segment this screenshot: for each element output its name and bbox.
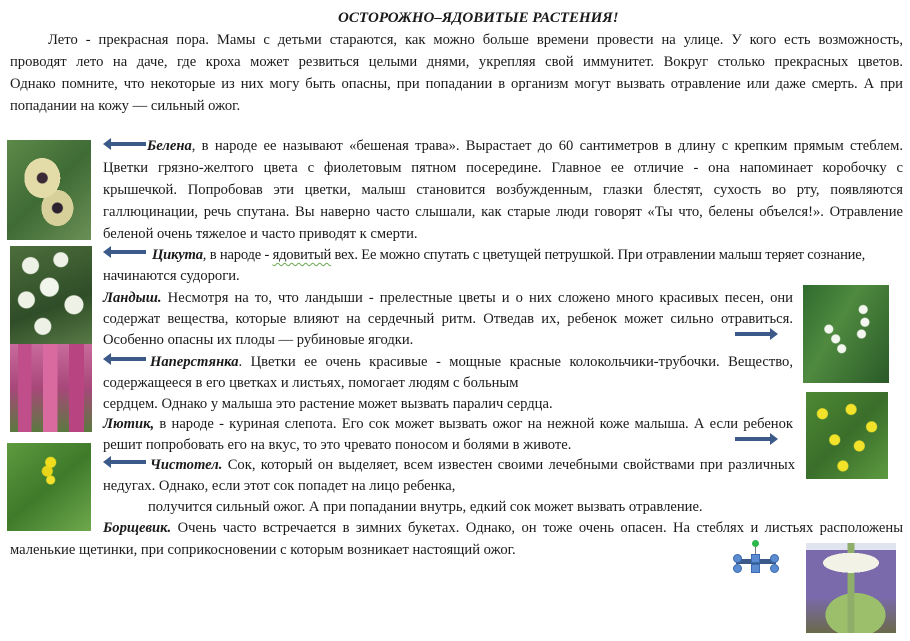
chistotel-line-3: получится сильный ожог. А при попадании внутрь, едкий сок может вызвать отравление. bbox=[148, 499, 703, 515]
plant-name-borshchevik: Борщевик. bbox=[103, 520, 172, 536]
plant-name-chistotel: Чистотел. bbox=[150, 457, 223, 473]
chistotel-line-2: недугах. Однако, если этот сок попадет на лицо ребенка, bbox=[103, 478, 456, 494]
landysh-text: Несмотря на то, что ландыши - прелестные цветы и о них сложено много красивых песен, они bbox=[161, 290, 793, 306]
naperstyanka-line-3: сердцем. Однако у малыша это растение может вызвать паралич сердца. bbox=[103, 396, 553, 412]
intro-line-2: проводят лето на даче, где кроха может резвиться целыми днями, укрепляя свой иммунитет. Вокруг столько прекрасных цветов. bbox=[10, 54, 903, 70]
belena-line-5: беленой очень тяжелое и часто приводят к смерти. bbox=[103, 226, 418, 242]
naperstyanka-line-2: содержащееся в его цветках и листьях, помогает людям с больным bbox=[103, 375, 519, 391]
chistotel-line-1 bbox=[150, 455, 795, 475]
naperstyanka-line-1 bbox=[150, 352, 793, 372]
plant-name-landysh: Ландыш. bbox=[103, 290, 162, 306]
plant-name-belena: Белена bbox=[147, 138, 192, 154]
hogweed-photo bbox=[806, 543, 896, 633]
intro-line-1: Лето - прекрасная пора. Мамы с детьми стараются, как можно больше времени провести на улице. У кого есть возможность, bbox=[48, 32, 903, 48]
intro-line-4: попадании на кожу — сильный ожог. bbox=[10, 98, 241, 114]
borshchevik-text: Очень часто встречается в зимних букетах. Однако, он тоже очень опасен. На стеблях и листьях расположены bbox=[171, 520, 903, 536]
naperstyanka-text: . Цветки ее очень красивые - мощные красные колокольчики-трубочки. Вещество, bbox=[238, 354, 793, 370]
tsikuta-text: , в народе - bbox=[202, 247, 273, 263]
resize-handle[interactable] bbox=[751, 554, 760, 563]
resize-handle[interactable] bbox=[733, 564, 742, 573]
tsikuta-line-1 bbox=[152, 245, 865, 265]
belena-line-2: Цветки грязно-желтого цвета с фиолетовым пятном посередине. Главное ее отличие - она напоминает коробочку с bbox=[103, 160, 903, 176]
lyutik-text: в народе - куриная слепота. Его сок может вызвать ожог на нежной коже малыша. А если ребенок bbox=[154, 416, 793, 432]
arrow-right-icon bbox=[735, 332, 771, 336]
henbane-photo bbox=[7, 140, 91, 240]
belena-line-3: крышечкой. Попробовав эти цветки, малыш становится возбужденным, глазки блестят, сухость во рту, появляются bbox=[103, 182, 903, 198]
lyutik-line-1 bbox=[103, 414, 793, 434]
resize-handle[interactable] bbox=[733, 554, 742, 563]
landysh-line-2: содержат вещества, которые влияют на сердечный ритм. Отведав их, ребенок может сильно отравиться. bbox=[103, 311, 793, 327]
intro-line-3: Однако помните, что некоторые из них могу быть опасны, при попадании в организм могут вызвать отравление или даже смерть. А при bbox=[10, 76, 903, 92]
landysh-line-3: Особенно опасны их плоды — рубиновые ягодки. bbox=[103, 332, 414, 348]
celandine-photo bbox=[7, 443, 91, 531]
tsikuta-line-2: начинаются судороги. bbox=[103, 268, 240, 284]
selected-arrow-shape[interactable] bbox=[733, 540, 779, 570]
buttercup-photo bbox=[806, 392, 888, 479]
plant-name-naperstyanka: Наперстянка bbox=[150, 354, 239, 370]
belena-line-4: галлюцинации, речь спутана. Вы наверно часто слышали, как старые люди говорят «Ты что, белены объелся!». Отравление bbox=[103, 204, 903, 220]
rotation-handle[interactable] bbox=[752, 540, 759, 547]
borshchevik-line-2: маленькие щетинки, при соприкосновении с которым возникает настоящий ожог. bbox=[10, 542, 516, 558]
page-title: ОСТОРОЖНО–ЯДОВИТЫЕ РАСТЕНИЯ! bbox=[338, 10, 619, 26]
resize-handle[interactable] bbox=[770, 554, 779, 563]
resize-handle[interactable] bbox=[751, 564, 760, 573]
plant-name-lyutik: Лютик, bbox=[103, 416, 155, 432]
spellcheck-word: ядовитый bbox=[272, 247, 332, 263]
arrow-left-icon bbox=[110, 142, 146, 146]
resize-handle[interactable] bbox=[770, 564, 779, 573]
tsikuta-text: вех. Ее можно спутать с цветущей петрушкой. При отравлении малыш теряет сознание, bbox=[331, 247, 866, 263]
hemlock-photo bbox=[10, 246, 92, 344]
belena-text: , в народе ее называют «бешеная трава». Вырастает до 60 сантиметров в длину с крепким прямым стеблем. bbox=[191, 138, 903, 154]
plant-name-tsikuta: Цикута bbox=[152, 247, 203, 263]
chistotel-text: Сок, который он выделяет, всем известен своими лечебными свойствами при различных bbox=[222, 457, 795, 473]
lyutik-line-2: решит попробовать его на вкус, то это чревато поносом и болями в животе. bbox=[103, 437, 572, 453]
lily-of-the-valley-photo bbox=[803, 285, 889, 383]
arrow-left-icon bbox=[110, 250, 146, 254]
landysh-line-1 bbox=[103, 288, 793, 308]
borshchevik-line-1 bbox=[103, 518, 903, 538]
belena-line-1 bbox=[147, 136, 903, 156]
arrow-left-icon bbox=[110, 460, 146, 464]
arrow-left-icon bbox=[110, 357, 146, 361]
foxglove-photo bbox=[10, 344, 92, 432]
arrow-right-icon bbox=[735, 437, 771, 441]
